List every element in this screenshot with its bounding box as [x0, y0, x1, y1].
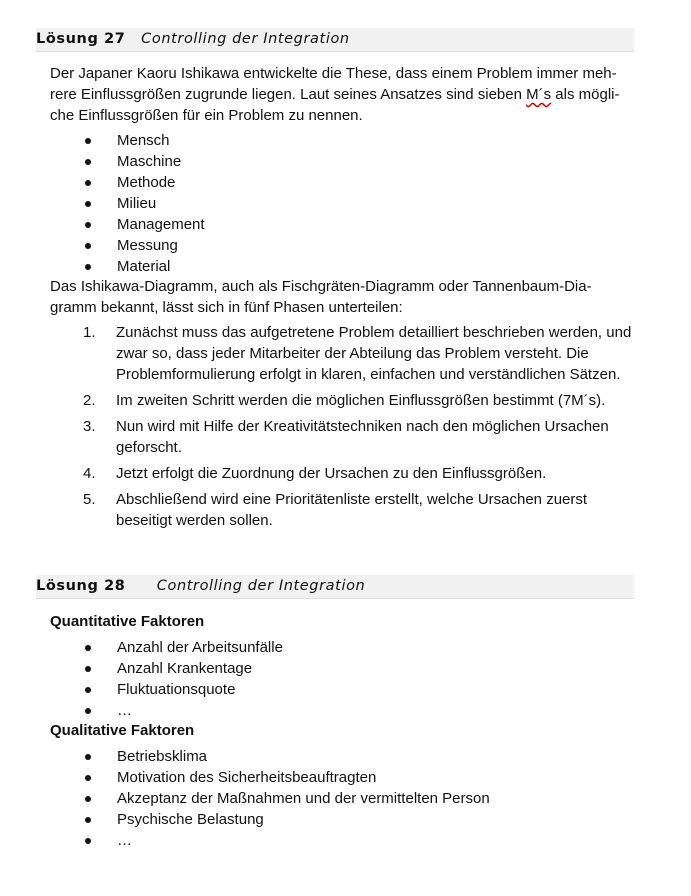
list-item	[50, 679, 640, 700]
list-item-text: Betriebsklima	[117, 748, 208, 765]
list-item	[50, 809, 640, 830]
intro-paragraph	[50, 63, 640, 126]
bullet-icon	[85, 708, 91, 714]
list-item-text: Anzahl der Arbeitsunfälle	[117, 639, 283, 656]
intro-line-3: che Einflussgrößen für ein Problem zu nennen.	[50, 107, 363, 124]
bullet-icon	[85, 138, 91, 144]
list-item	[50, 172, 640, 193]
bullet-icon	[85, 264, 91, 270]
bullet-icon	[85, 666, 91, 672]
list-item	[50, 390, 640, 411]
step-number: 4.	[83, 465, 96, 482]
list-item-text: Psychische Belastung	[117, 811, 264, 828]
bullet-icon	[85, 222, 91, 228]
intro-line-1: Der Japaner Kaoru Ishikawa entwickelte die These, dass einem Problem immer meh-	[50, 65, 617, 82]
list-item	[50, 235, 640, 256]
list-item-text: …	[117, 702, 132, 719]
list-item-text: Anzahl Krankentage	[117, 660, 253, 677]
list-item	[50, 463, 640, 484]
bullet-icon	[85, 775, 91, 781]
list-item	[50, 214, 640, 235]
section-28-title: Controlling der Integration	[156, 578, 366, 594]
bullet-icon	[85, 817, 91, 823]
step-text: Nun wird mit Hilfe der Kreativitätstechniken nach den möglichen Ursachen geforscht.	[116, 418, 609, 456]
list-item	[50, 489, 640, 531]
step-number: 1.	[83, 324, 96, 341]
list-item-text: Fluktuationsquote	[117, 681, 236, 698]
qualitative-list	[50, 746, 640, 851]
list-item-text: …	[117, 832, 132, 849]
list-item	[50, 830, 640, 851]
list-item	[50, 788, 640, 809]
diagram-line-1: Das Ishikawa-Diagramm, auch als Fischgräten-Diagramm oder Tannenbaum-Dia-	[50, 278, 592, 295]
bullet-icon	[85, 687, 91, 693]
bullet-icon	[85, 645, 91, 651]
step-text: Jetzt erfolgt die Zuordnung der Ursachen zu den Einflussgrößen.	[116, 465, 547, 482]
bullet-icon	[85, 243, 91, 249]
quantitative-heading: Quantitative Faktoren	[50, 613, 205, 630]
spellcheck-word: M´s	[526, 86, 552, 103]
list-item-text: Milieu	[117, 195, 157, 212]
list-item-text: Management	[117, 216, 205, 233]
step-text: Abschließend wird eine Prioritätenliste erstellt, welche Ursachen zuerst beseitigt werden sollen.	[116, 491, 588, 529]
diagram-line-2: gramm bekannt, lässt sich in fünf Phasen unterteilen:	[50, 299, 403, 316]
list-item	[50, 700, 640, 721]
step-number: 5.	[83, 491, 96, 508]
bullet-icon	[85, 754, 91, 760]
list-item-text: Material	[117, 258, 171, 275]
intro-line-2	[50, 84, 640, 105]
ms-bullet-list	[50, 130, 640, 277]
bullet-icon	[85, 796, 91, 802]
step-number: 2.	[83, 392, 96, 409]
list-item-text: Methode	[117, 174, 176, 191]
section-28-heading	[36, 575, 634, 599]
list-item	[50, 416, 640, 458]
section-28-number: Lösung 28	[36, 578, 126, 594]
bullet-icon	[85, 159, 91, 165]
intro-line-2-text: rere Einflussgrößen zugrunde liegen. Laut seines Ansatzes sind sieben	[50, 86, 527, 103]
list-item	[50, 322, 640, 385]
diagram-paragraph	[50, 276, 640, 318]
list-item-text: Mensch	[117, 132, 170, 149]
intro-line-2-end: als mögli-	[551, 86, 620, 103]
list-item	[50, 193, 640, 214]
step-number: 3.	[83, 418, 96, 435]
list-item	[50, 151, 640, 172]
section-27-number: Lösung 27	[36, 31, 126, 47]
list-item	[50, 658, 640, 679]
qualitative-heading: Qualitative Faktoren	[50, 722, 195, 739]
bullet-icon	[85, 838, 91, 844]
bullet-icon	[85, 180, 91, 186]
list-item	[50, 637, 640, 658]
section-27-title: Controlling der Integration	[141, 31, 350, 47]
quantitative-list	[50, 637, 640, 721]
step-text: Im zweiten Schritt werden die möglichen Einflussgrößen bestimmt (7M´s).	[116, 392, 606, 409]
step-text: Zunächst muss das aufgetretene Problem detailliert beschrieben werden, und zwar so, dass jeder Mitarbeiter der Abteilung das Problem versteht. Die Problemformulierung erfolgt in klaren, einfachen und verständlichen Sätzen.	[116, 324, 632, 383]
list-item-text: Motivation des Sicherheitsbeauftragten	[117, 769, 377, 786]
list-item	[50, 256, 640, 277]
list-item	[50, 130, 640, 151]
list-item	[50, 767, 640, 788]
bullet-icon	[85, 201, 91, 207]
list-item	[50, 746, 640, 767]
phases-list	[50, 322, 640, 536]
list-item-text: Messung	[117, 237, 178, 254]
list-item-text: Maschine	[117, 153, 182, 170]
list-item-text: Akzeptanz der Maßnahmen und der vermittelten Person	[117, 790, 490, 807]
section-27-heading	[36, 28, 634, 52]
